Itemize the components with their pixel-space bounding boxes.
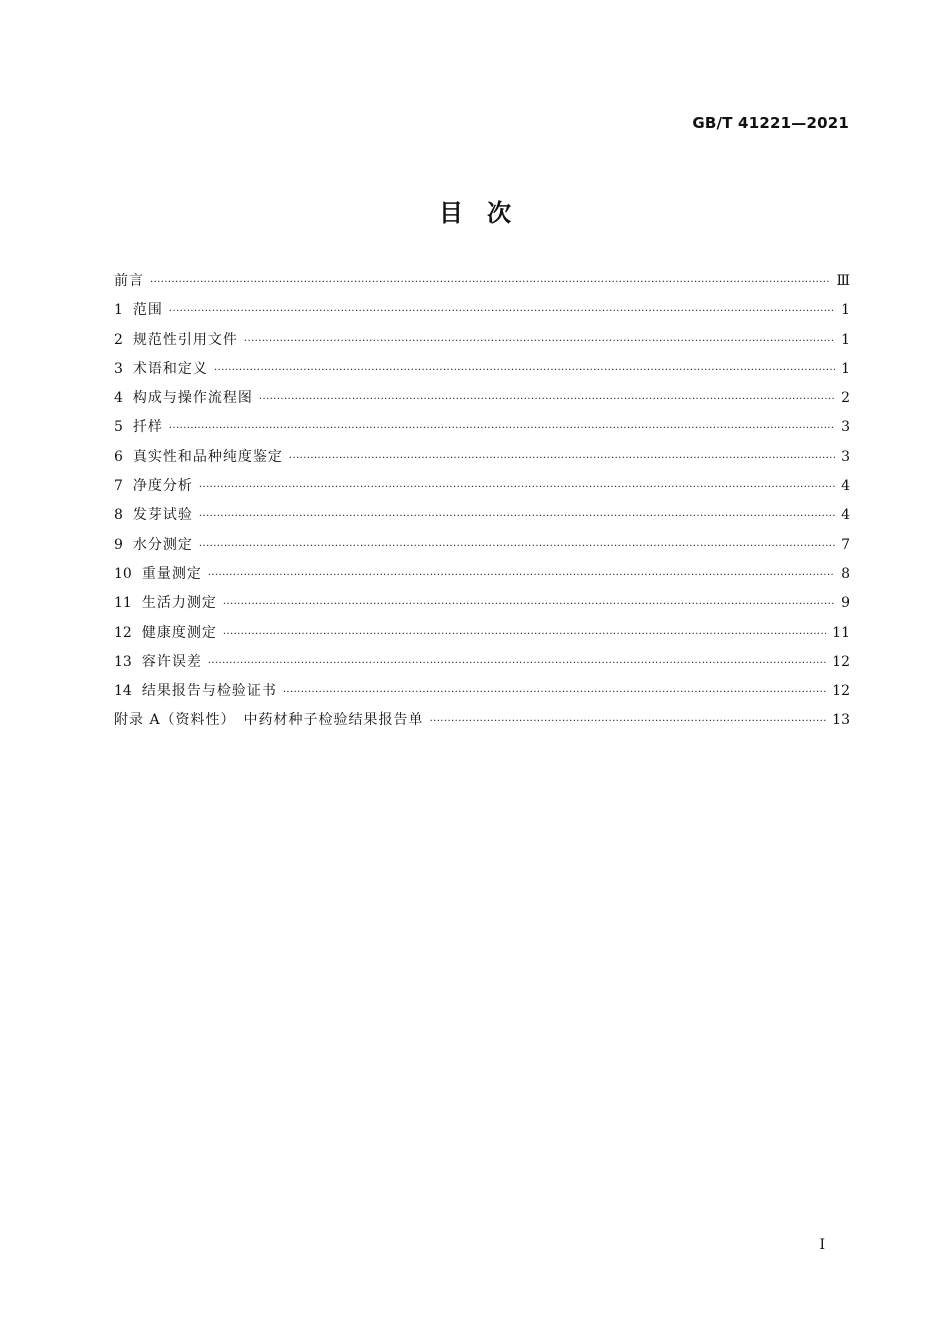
- toc-entry-8[interactable]: [114, 504, 850, 533]
- toc-entry-2[interactable]: [114, 329, 850, 358]
- dot-leader: [199, 511, 835, 522]
- toc-entry-page: 7: [841, 536, 850, 553]
- dot-leader: [199, 482, 835, 493]
- dot-leader: [283, 687, 826, 698]
- dot-leader: [208, 570, 835, 581]
- toc-entry-page: 13: [832, 712, 850, 729]
- toc-entry-label: 真实性和品种纯度鉴定: [132, 448, 283, 465]
- toc-entry-page: 4: [841, 507, 850, 524]
- toc-entry-number: 7: [114, 478, 123, 495]
- toc-entry-number: 4: [114, 390, 123, 407]
- toc-entry-label: 术语和定义: [132, 360, 208, 377]
- dot-leader: [169, 306, 835, 317]
- standard-code: GB/T 41221—2021: [692, 114, 849, 132]
- toc-entry-5[interactable]: [114, 416, 850, 445]
- toc-entry-label: 重量测定: [141, 565, 202, 582]
- toc-entry-number: 9: [114, 536, 123, 553]
- dot-leader: [289, 453, 835, 464]
- toc-entry-number: 14: [114, 683, 132, 700]
- toc-entry-label: 前言: [114, 273, 144, 289]
- toc-entry-11[interactable]: [114, 592, 850, 621]
- toc-entry-number: 13: [114, 653, 132, 670]
- toc-entry-7[interactable]: [114, 475, 850, 504]
- toc-entry-page: 11: [832, 624, 850, 641]
- toc-entry-13[interactable]: [114, 651, 850, 680]
- toc-entry-9[interactable]: [114, 534, 850, 563]
- dot-leader: [430, 716, 827, 727]
- toc-entry-label: 附录 A（资料性） 中药材种子检验结果报告单: [114, 712, 424, 729]
- page-number: Ⅰ: [819, 1237, 825, 1253]
- dot-leader: [244, 336, 835, 347]
- toc-entry-page: 1: [841, 331, 850, 348]
- dot-leader: [259, 394, 835, 405]
- toc-entry-page: 1: [841, 360, 850, 377]
- toc-entry-number: 3: [114, 360, 123, 377]
- toc-entry-number: 11: [114, 595, 132, 612]
- toc-entry-1[interactable]: [114, 299, 850, 328]
- toc-entry-number: 6: [114, 448, 123, 465]
- dot-leader: [208, 658, 826, 669]
- toc-entry-page: 8: [841, 565, 850, 582]
- toc-entry-page: 9: [841, 595, 850, 612]
- toc-entry-10[interactable]: [114, 563, 850, 592]
- dot-leader: [223, 629, 826, 640]
- toc-entry-3[interactable]: [114, 358, 850, 387]
- toc-entry-14[interactable]: [114, 680, 850, 709]
- toc-entry-4[interactable]: [114, 387, 850, 416]
- toc-entry-number: 12: [114, 624, 132, 641]
- toc-entry-number: 2: [114, 331, 123, 348]
- toc-entry-page: Ⅲ: [836, 273, 850, 289]
- toc-entry-label: 发芽试验: [132, 507, 193, 524]
- dot-leader: [150, 277, 830, 288]
- dot-leader: [169, 423, 835, 434]
- dot-leader: [214, 365, 835, 376]
- toc-entry-number: 5: [114, 419, 123, 436]
- toc-entry-label: 规范性引用文件: [132, 331, 238, 348]
- toc-entry-page: 12: [832, 683, 850, 700]
- toc-entry-label: 扦样: [132, 419, 163, 436]
- toc-entry-label: 容许误差: [141, 653, 202, 670]
- toc-entry-page: 1: [841, 302, 850, 319]
- table-of-contents: [114, 270, 850, 739]
- toc-entry-page: 12: [832, 653, 850, 670]
- toc-entry-label: 水分测定: [132, 536, 193, 553]
- toc-entry-label: 生活力测定: [141, 595, 217, 612]
- page-title: 目 次: [439, 199, 511, 227]
- toc-entry-page: 3: [841, 448, 850, 465]
- toc-entry-label: 结果报告与检验证书: [141, 683, 277, 700]
- toc-entry-label: 构成与操作流程图: [132, 390, 253, 407]
- toc-entry-label: 净度分析: [132, 478, 193, 495]
- dot-leader: [223, 599, 835, 610]
- toc-entry-label: 范围: [132, 302, 163, 319]
- toc-entry-page: 2: [841, 390, 850, 407]
- toc-entry-number: 1: [114, 302, 123, 319]
- dot-leader: [199, 541, 835, 552]
- toc-entry-number: 8: [114, 507, 123, 524]
- toc-entry-number: 10: [114, 565, 132, 582]
- toc-entry-label: 健康度测定: [141, 624, 217, 641]
- toc-entry-annex-a[interactable]: [114, 709, 850, 738]
- toc-entry-12[interactable]: [114, 622, 850, 651]
- toc-entry-page: 4: [841, 478, 850, 495]
- toc-entry-foreword[interactable]: [114, 270, 850, 299]
- toc-entry-page: 3: [841, 419, 850, 436]
- toc-entry-6[interactable]: [114, 446, 850, 475]
